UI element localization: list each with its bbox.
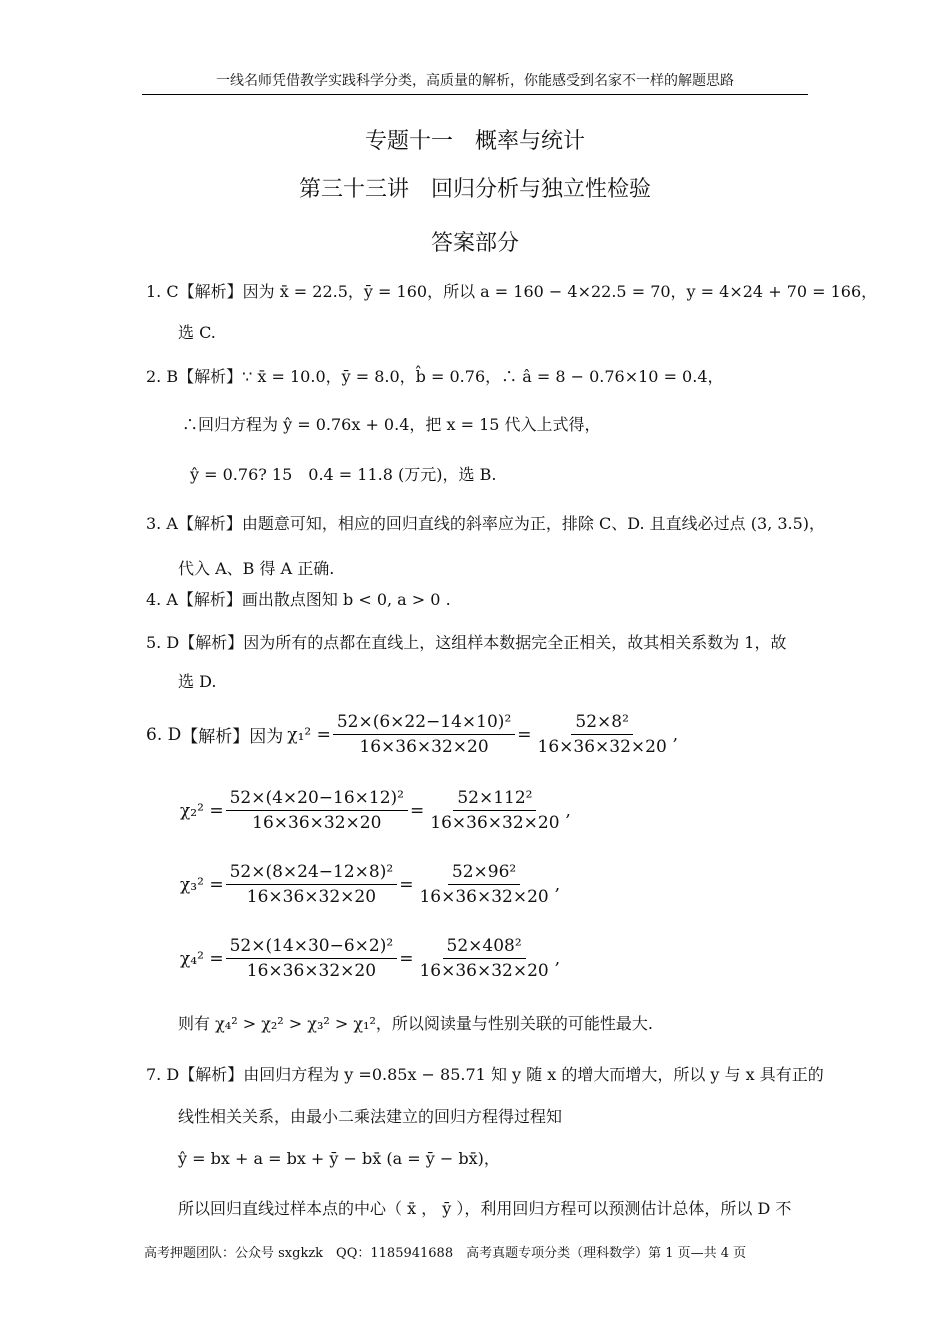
equals-sign: =	[517, 724, 532, 745]
analysis-tag: 【解析】	[179, 1065, 244, 1084]
chi4-fraction-b: $\frac{\text{52×408²}}{16\times 36\times 32\times 20}$	[419, 936, 549, 981]
answer-text: 因为所有的点都在直线上，这组样本数据完全正相关，故其相关系数为 1，故	[243, 633, 787, 652]
chi4-lhs: χ₄² =	[180, 948, 224, 969]
answer-1	[146, 281, 877, 303]
analysis-tag: 【解析】	[181, 727, 250, 747]
comma: ,	[672, 724, 679, 745]
answer-5-cont: 选 D.	[178, 672, 217, 691]
answer-1-cont: 选 C.	[178, 323, 216, 342]
answer-text: 由题意可知，相应的回归直线的斜率应为正，排除 C、D. 且直线必过点 (3, 3.5)，	[241, 514, 826, 533]
chi4-equation	[180, 936, 560, 981]
answer-2-line3: ŷ = 0.76? 15 0.4 = 11.8 (万元)，选 B.	[190, 465, 497, 484]
chi3-lhs: χ₃² =	[180, 874, 224, 895]
answer-4	[146, 589, 451, 611]
answer-7-line4: 所以回归直线过样本点的中心（ x̄ ， ȳ ），利用回归方程可以预测估计总体，所以 D 不	[178, 1199, 792, 1218]
comma: ,	[554, 948, 561, 969]
answer-2	[146, 366, 724, 388]
chi1-lhs: χ₁² =	[287, 724, 331, 745]
answer-number: 4. A	[146, 590, 178, 609]
chi3-fraction-a: $\frac{\text{52×(8×24−12×8)²}}{16\times 36\times 32\times 20}$	[226, 862, 398, 907]
answer-number: 6. D	[146, 724, 182, 745]
chi1-fraction-a: $\frac{\text{52×(6×22−14×10)²}}{16\times 36\times 32\times 20}$	[333, 712, 515, 757]
answer-number: 3. A	[146, 514, 178, 533]
answer-6	[146, 712, 678, 757]
page-header-tagline: 一线名师凭借教学实践科学分类，高质量的解析，你能感受到名家不一样的解题思路	[216, 73, 734, 89]
chi2-fraction-b: $\frac{\text{52×112²}}{16\times 36\times 32\times 20}$	[430, 788, 560, 833]
chi2-fraction-a: $\frac{\text{52×(4×20−16×12)²}}{16\times 36\times 32\times 20}$	[226, 788, 408, 833]
analysis-tag: 【解析】	[179, 633, 244, 652]
header-rule	[142, 94, 808, 95]
answer-text: 因为 x̄ = 22.5，ȳ = 160，所以 a = 160 − 4×22.5 = 70，y = 4×24 + 70 = 166，	[242, 282, 878, 301]
equals-sign: =	[399, 948, 414, 969]
topic-title: 专题十一 概率与统计	[364, 129, 585, 154]
answer-text: 因为	[249, 727, 284, 747]
answer-7-line3: ŷ = bx + a = bx + ȳ − bx̄ (a = ȳ − bx̄)，	[178, 1149, 500, 1168]
answer-7	[146, 1064, 824, 1086]
comma: ,	[565, 800, 571, 821]
answer-number: 2. B	[146, 367, 179, 386]
answer-number: 7. D	[146, 1065, 180, 1084]
equals-sign: =	[410, 800, 425, 821]
analysis-tag: 【解析】	[178, 282, 243, 301]
answer-number: 5. D	[146, 633, 180, 652]
answer-text: ∵ x̄ = 10.0，ȳ = 8.0，b̂ = 0.76，∴ â = 8 − 0.76×10 = 0.4，	[242, 367, 724, 386]
analysis-tag: 【解析】	[177, 514, 242, 533]
answer-7-line2: 线性相关关系，由最小二乘法建立的回归方程得过程知	[178, 1107, 563, 1126]
chi1-fraction-b: $\frac{\text{52×8²}}{16\times 36\times 32\times 20}$	[537, 712, 667, 757]
answer-2-line2: ∴回归方程为 ŷ = 0.76x + 0.4，把 x = 15 代入上式得，	[182, 415, 601, 434]
answer-6-conclusion: 则有 χ₄² > χ₂² > χ₃² > χ₁²，所以阅读量与性别关联的可能性最大.	[178, 1014, 654, 1033]
chi3-fraction-b: $\frac{\text{52×96²}}{16\times 36\times 32\times 20}$	[419, 862, 549, 907]
answer-3	[146, 513, 825, 535]
answer-3-cont: 代入 A、B 得 A 正确.	[178, 559, 335, 578]
answer-text: 画出散点图知 b < 0, a > 0 .	[241, 590, 451, 609]
page-footer: 高考押题团队：公众号 sxgkzk QQ：1185941688 高考真题专项分类（理科数学）第 1 页—共 4 页	[144, 1246, 747, 1261]
chi4-fraction-a: $\frac{\text{52×(14×30−6×2)²}}{16\times 36\times 32\times 20}$	[226, 936, 398, 981]
analysis-tag: 【解析】	[177, 590, 242, 609]
equals-sign: =	[399, 874, 414, 895]
chi2-equation	[180, 788, 571, 833]
lecture-title: 第三十三讲 回归分析与独立性检验	[298, 177, 651, 202]
comma: ,	[554, 874, 561, 895]
analysis-tag: 【解析】	[178, 367, 243, 386]
answer-number: 1. C	[146, 282, 179, 301]
answer-text: 由回归方程为 y =0.85x − 85.71 知 y 随 x 的增大而增大，所以 y 与 x 具有正的	[243, 1065, 824, 1084]
section-title: 答案部分	[430, 231, 519, 256]
answer-5	[146, 632, 786, 654]
chi3-equation	[180, 862, 560, 907]
chi2-lhs: χ₂² =	[180, 800, 224, 821]
